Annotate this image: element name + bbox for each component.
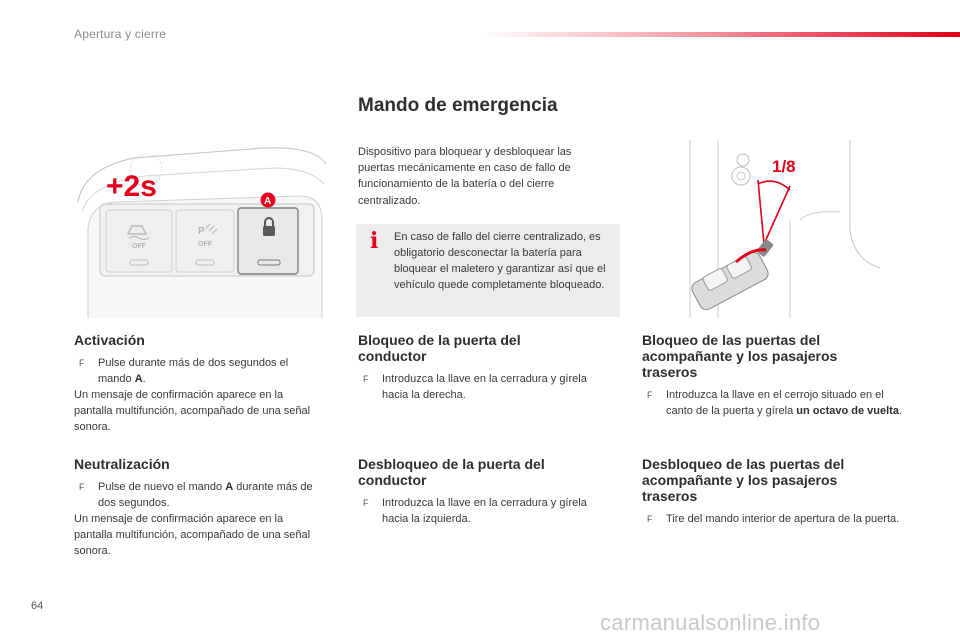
activacion-body bbox=[74, 355, 324, 435]
one-eighth-turn-label: 1/8 bbox=[772, 157, 796, 176]
page-number: 64 bbox=[31, 600, 44, 612]
activacion-paragraph: Un mensaje de confirmación aparece en la pantalla multifunción, acompañado de una señal sonora. bbox=[74, 389, 311, 433]
desbloqueo-conductor-bullet: F Introduzca la llave en la cerradura y gírela hacia la izquierda. bbox=[363, 497, 587, 525]
neutralizacion-heading: Neutralización bbox=[74, 456, 170, 472]
hold-2s-label: +2s bbox=[106, 170, 157, 203]
esp-off-button bbox=[106, 210, 172, 272]
neutralizacion-body bbox=[74, 479, 324, 559]
info-icon: i bbox=[370, 228, 379, 254]
activacion-bullet: F Pulse durante más de dos segundos el mando A. bbox=[79, 357, 289, 385]
info-box bbox=[356, 224, 620, 317]
bloqueo-pasajeros-heading: Bloqueo de las puertas del acompañante y los pasajeros traseros bbox=[642, 332, 838, 380]
bloqueo-pasajeros-body bbox=[642, 387, 912, 419]
page-title: Mando de emergencia bbox=[358, 95, 558, 116]
bloqueo-conductor-body bbox=[358, 371, 616, 403]
bullet-marker: F bbox=[363, 498, 369, 508]
intro-text: Dispositivo para bloquear y desbloquear las puertas mecánicamente en caso de fallo de funcionamiento de la batería o del cierre centralizado. bbox=[358, 146, 572, 207]
bullet-marker: F bbox=[647, 390, 653, 400]
info-text: En caso de fallo del cierre centralizado, es obligatorio desconectar la batería para bloquear el maletero y garantizar así que el vehículo quede completamente bloqueado. bbox=[394, 231, 606, 291]
button1-off-label: OFF bbox=[132, 243, 146, 250]
callout-a-label: A bbox=[264, 196, 272, 207]
bloqueo-conductor-bullet: F Introduzca la llave en la cerradura y gírela hacia la derecha. bbox=[363, 373, 587, 401]
button2-p-label: P bbox=[198, 226, 205, 237]
watermark: carmanualsonline.info bbox=[600, 610, 821, 635]
door-edge-lock-illustration bbox=[640, 140, 896, 318]
activacion-heading: Activación bbox=[74, 332, 145, 348]
bullet-marker: F bbox=[79, 482, 85, 492]
header-accent-bar bbox=[478, 32, 960, 37]
central-lock-button bbox=[238, 208, 298, 274]
key-icon bbox=[689, 239, 773, 312]
bloqueo-pasajeros-bullet: F Introduzca la llave en el cerrojo situado en el canto de la puerta y gírela un octavo de vuelta. bbox=[647, 389, 903, 417]
desbloqueo-pasajeros-body bbox=[642, 511, 902, 527]
section-header: Apertura y cierre bbox=[74, 27, 167, 41]
central-locking-illustration bbox=[74, 140, 330, 318]
neutralizacion-paragraph: Un mensaje de confirmación aparece en la pantalla multifunción, acompañado de una señal sonora. bbox=[74, 513, 311, 557]
park-assist-off-button bbox=[176, 210, 234, 272]
bloqueo-conductor-heading: Bloqueo de la puerta del conductor bbox=[358, 332, 521, 364]
desbloqueo-conductor-body bbox=[358, 495, 616, 527]
bullet-marker: F bbox=[647, 514, 653, 524]
neutralizacion-bullet: F Pulse de nuevo el mando A durante más de dos segundos. bbox=[79, 481, 313, 509]
desbloqueo-pasajeros-bullet: F Tire del mando interior de apertura de la puerta. bbox=[647, 513, 900, 525]
bullet-marker: F bbox=[363, 374, 369, 384]
desbloqueo-pasajeros-heading: Desbloqueo de las puertas del acompañante y los pasajeros traseros bbox=[642, 456, 845, 504]
bullet-marker: F bbox=[79, 358, 85, 368]
desbloqueo-conductor-heading: Desbloqueo de la puerta del conductor bbox=[358, 456, 545, 488]
button2-off-label: OFF bbox=[198, 241, 212, 248]
